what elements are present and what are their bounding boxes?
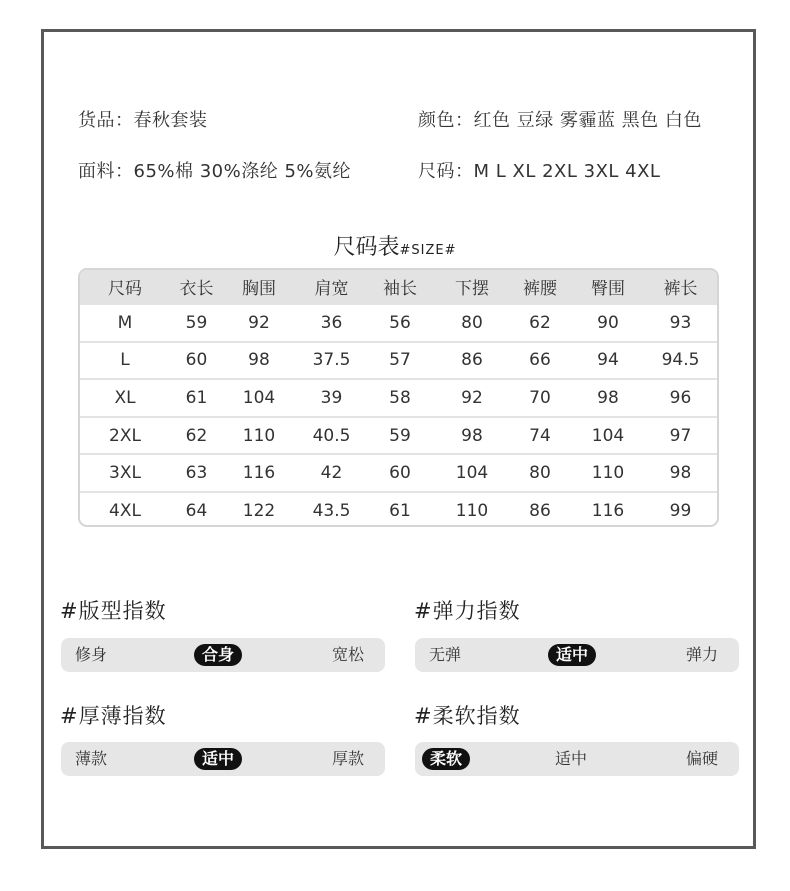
softness-index-title: #柔软指数	[414, 704, 521, 728]
fit-index-title: #版型指数	[60, 599, 167, 623]
table-cell: 39	[320, 387, 343, 408]
header-cell: 尺码	[108, 279, 142, 299]
header-cell: 肩宽	[314, 279, 349, 299]
table-cell: 86	[461, 350, 483, 371]
thickness-option-thick: 厚款	[332, 749, 365, 768]
elasticity-option-stretch: 弹力	[686, 645, 719, 664]
table-cell: 43.5	[312, 500, 351, 521]
colors-info: 颜色：红色 豆绿 雾霾蓝 黑色 白色	[418, 110, 702, 131]
fit-index-bar	[61, 638, 385, 672]
table-cell: 99	[669, 500, 692, 521]
table-row	[80, 416, 717, 454]
table-cell: 36	[320, 312, 343, 333]
table-cell: 37.5	[312, 350, 351, 371]
table-cell: 122	[242, 500, 276, 521]
header-cell: 裤腰	[523, 279, 557, 299]
table-cell: 80	[529, 463, 551, 484]
table-cell: 104	[242, 387, 276, 408]
table-cell: 86	[529, 500, 551, 521]
table-cell: 62	[185, 425, 208, 446]
table-cell: 90	[597, 312, 619, 333]
fit-option-slim: 修身	[75, 645, 108, 664]
table-cell: 61	[389, 500, 411, 521]
table-cell: 98	[669, 463, 692, 484]
table-cell: 104	[591, 425, 625, 446]
table-cell: 62	[529, 312, 551, 333]
table-row	[80, 303, 717, 341]
table-cell: 2XL	[109, 425, 141, 446]
table-cell: 98	[248, 350, 270, 371]
table-cell: 66	[529, 350, 551, 371]
table-cell: 4XL	[109, 500, 141, 521]
table-cell: 110	[591, 463, 625, 484]
table-cell: 56	[389, 312, 411, 333]
table-cell: 63	[185, 463, 208, 484]
table-cell: M	[117, 312, 133, 333]
size-table-title-text: 尺码表	[333, 235, 400, 260]
size-table-title	[0, 230, 790, 261]
table-cell: 96	[669, 387, 692, 408]
size-table-subtitle: #SIZE#	[399, 243, 457, 258]
table-cell: 60	[185, 350, 208, 371]
elasticity-index-title: #弹力指数	[414, 599, 521, 623]
table-cell: 92	[461, 387, 483, 408]
sizes-info: 尺码：M L XL 2XL 3XL 4XL	[418, 161, 661, 182]
header-cell: 衣长	[179, 279, 214, 299]
table-cell: 64	[185, 500, 208, 521]
table-cell: 60	[389, 463, 411, 484]
table-cell: 61	[185, 387, 208, 408]
table-cell: 116	[242, 463, 276, 484]
table-header-row	[80, 270, 717, 303]
table-cell: L	[120, 350, 130, 371]
elasticity-option-none: 无弹	[429, 645, 462, 664]
header-cell: 胸围	[242, 279, 276, 299]
table-cell: 98	[461, 425, 483, 446]
thickness-option-thin: 薄款	[75, 749, 108, 768]
softness-option-soft: 柔软	[422, 748, 470, 770]
table-cell: 40.5	[312, 425, 351, 446]
goods-info: 货品：春秋套装	[78, 110, 208, 131]
table-row	[80, 491, 717, 527]
header-cell: 裤长	[663, 279, 698, 299]
header-cell: 下摆	[455, 279, 489, 299]
table-cell: 57	[389, 350, 411, 371]
table-cell: 94	[597, 350, 619, 371]
elasticity-option-medium: 适中	[548, 644, 596, 666]
table-cell: 59	[185, 312, 208, 333]
fit-option-loose: 宽松	[332, 645, 365, 664]
table-cell: 98	[597, 387, 619, 408]
table-cell: 80	[461, 312, 483, 333]
thickness-option-medium: 适中	[194, 748, 242, 770]
table-cell: 97	[669, 425, 692, 446]
table-cell: 59	[389, 425, 411, 446]
table-cell: 94.5	[661, 350, 700, 371]
table-cell: 42	[320, 463, 343, 484]
softness-index-bar	[415, 742, 739, 776]
header-cell: 袖长	[383, 279, 417, 299]
table-cell: 70	[529, 387, 551, 408]
table-cell: 104	[455, 463, 489, 484]
table-cell: 92	[248, 312, 270, 333]
softness-option-hard: 偏硬	[686, 749, 719, 768]
thickness-index-title: #厚薄指数	[60, 704, 167, 728]
table-cell: 93	[669, 312, 692, 333]
table-cell: 110	[242, 425, 276, 446]
size-table	[78, 268, 719, 527]
table-cell: 116	[591, 500, 625, 521]
fabric-info: 面料：65%棉 30%涤纶 5%氨纶	[78, 161, 352, 182]
table-cell: 74	[529, 425, 551, 446]
table-row	[80, 453, 717, 491]
table-cell: XL	[114, 387, 136, 408]
thickness-index-bar	[61, 742, 385, 776]
table-cell: 110	[455, 500, 489, 521]
elasticity-index-bar	[415, 638, 739, 672]
header-cell: 臀围	[591, 279, 625, 299]
table-row	[80, 341, 717, 379]
fit-option-regular: 合身	[194, 644, 242, 666]
softness-option-medium: 适中	[555, 749, 588, 768]
table-row	[80, 378, 717, 416]
table-cell: 58	[389, 387, 411, 408]
table-cell: 3XL	[109, 463, 141, 484]
